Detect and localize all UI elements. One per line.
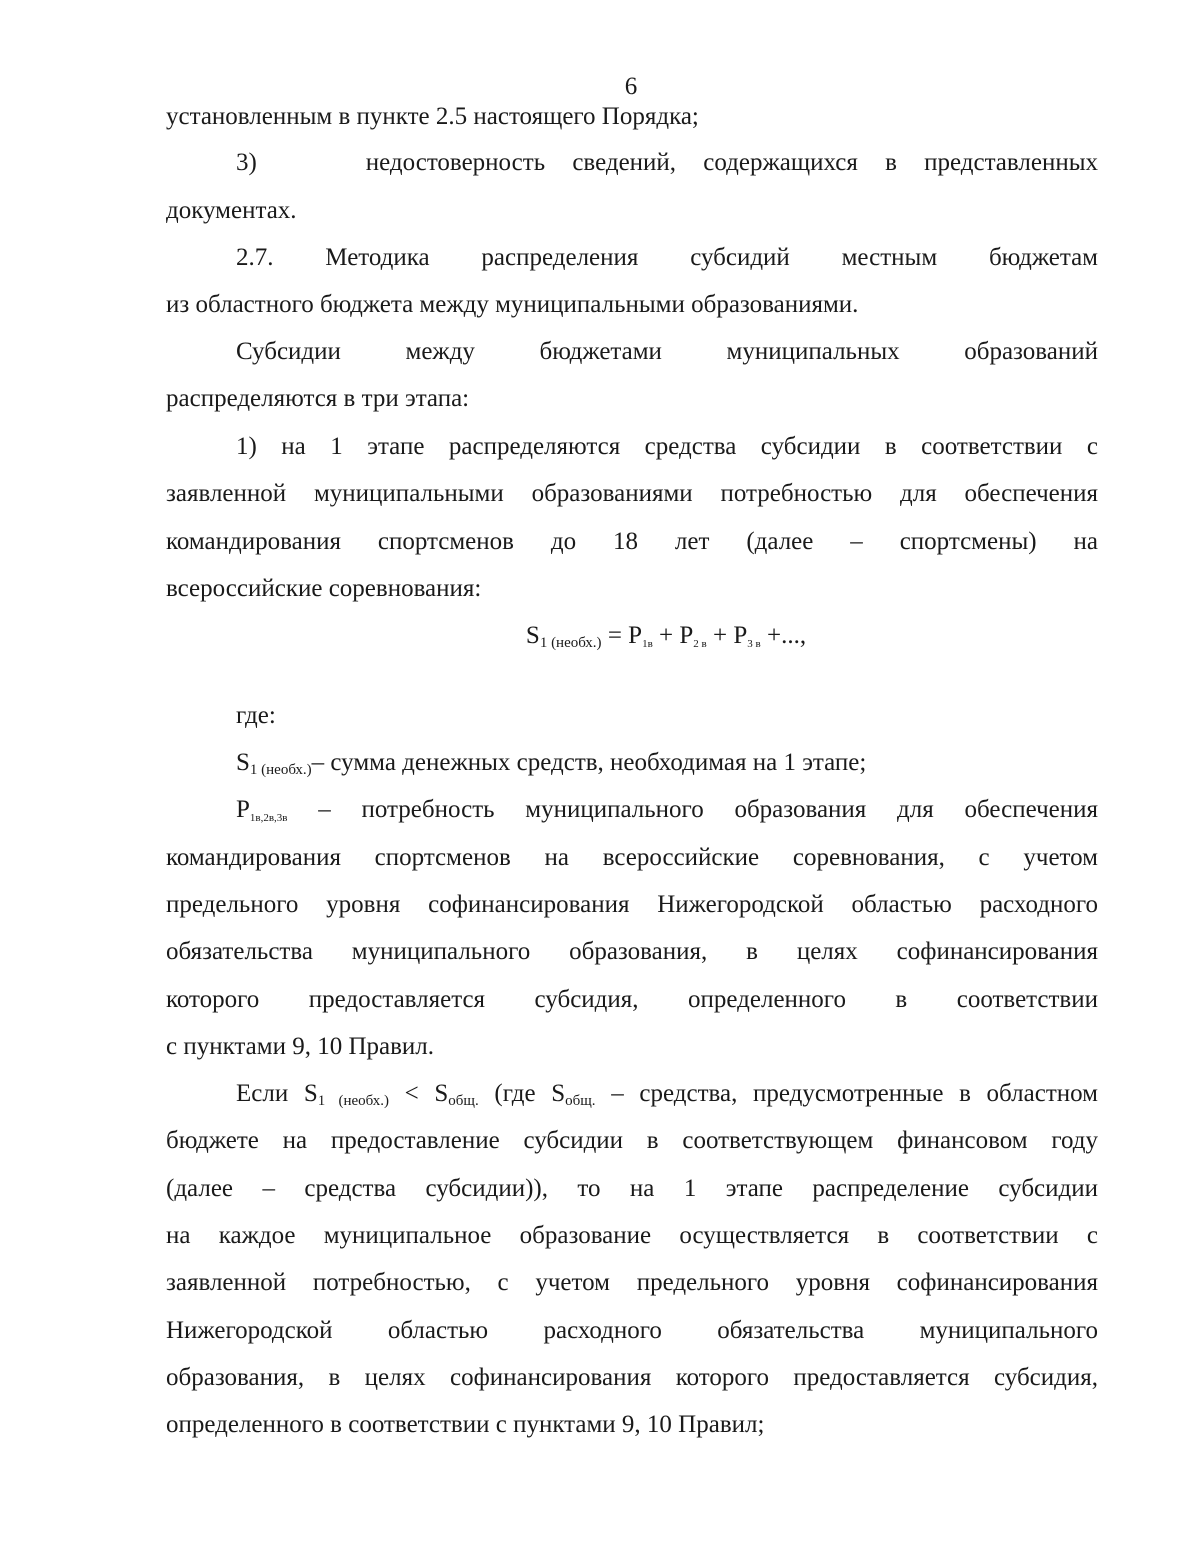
if-d: – средства, предусмотренные в областном	[595, 1080, 1098, 1107]
text-line: 2.7. Методика распределения субсидий местным бюджетам	[236, 244, 1098, 271]
text-line: (далее – средства субсидии)), то на 1 этапе распределение субсидии	[166, 1175, 1098, 1202]
definition-p	[236, 794, 1098, 826]
if-b-subscript: общ.	[448, 1093, 479, 1109]
text-line: 1) на 1 этапе распределяются средства субсидии в соответствии с	[236, 433, 1098, 460]
text-line: которого предоставляется субсидия, определенного в соответствии	[166, 986, 1098, 1013]
text-line: командирования спортсменов до 18 лет (далее – спортсмены) на	[166, 528, 1098, 555]
text-line: Нижегородской областью расходного обязательства муниципального	[166, 1317, 1098, 1344]
if-a: Если S	[236, 1080, 318, 1107]
text-line: заявленной муниципальными образованиями потребностью для обеспечения	[166, 480, 1098, 507]
if-c: (где S	[478, 1080, 566, 1107]
text-line: бюджете на предоставление субсидии в соответствующем финансовом году	[166, 1127, 1098, 1154]
def-p-text: – потребность муниципального образования для обеспечения	[287, 796, 1098, 823]
formula-plus: + P	[652, 622, 694, 649]
definition-s	[236, 747, 1098, 779]
if-a-subscript: 1 (необх.)	[317, 1093, 389, 1109]
text-line: всероссийские соревнования:	[166, 575, 482, 602]
page-number: 6	[624, 73, 638, 100]
def-p-symbol: P	[236, 796, 250, 823]
formula-plus: + P	[706, 622, 748, 649]
formula-p1-subscript: 1в	[642, 638, 653, 650]
def-s-subscript: 1 (необх.)	[249, 762, 312, 778]
text-line: документах.	[166, 197, 297, 224]
text-line: образования, в целях софинансирования которого предоставляется субсидия,	[166, 1364, 1098, 1391]
def-p-subscript: 1в,2в,3в	[249, 812, 288, 824]
text-line: определенного в соответствии с пунктами 9, 10 Правил;	[166, 1411, 765, 1438]
formula-p2-subscript: 2 в	[693, 638, 707, 650]
formula-tail: +...,	[760, 622, 807, 649]
text-line: с пунктами 9, 10 Правил.	[166, 1033, 435, 1060]
formula-p3-subscript: 3 в	[747, 638, 761, 650]
text-line: 3) недостоверность сведений, содержащихся в представленных	[236, 149, 1098, 176]
def-s-symbol: S	[236, 749, 250, 776]
if-b: < S	[388, 1080, 449, 1107]
def-s-text: – сумма денежных средств, необходимая на 1 этапе;	[311, 749, 867, 776]
if-c-subscript: общ.	[565, 1093, 596, 1109]
formula	[0, 620, 1200, 656]
where-label: где:	[236, 702, 276, 729]
text-line: командирования спортсменов на всероссийские соревнования, с учетом	[166, 844, 1098, 871]
text-line: обязательства муниципального образования, в целях софинансирования	[166, 938, 1098, 965]
if-line	[236, 1078, 1098, 1110]
text-line: установленным в пункте 2.5 настоящего Порядка;	[166, 103, 699, 130]
formula-s-subscript: 1 (необх.)	[539, 635, 602, 651]
text-line: из областного бюджета между муниципальными образованиями.	[166, 291, 859, 318]
text-line: распределяются в три этапа:	[166, 385, 470, 412]
text-line: предельного уровня софинансирования Нижегородской областью расходного	[166, 891, 1098, 918]
formula-eq: = P	[601, 622, 643, 649]
text-line: Субсидии между бюджетами муниципальных образований	[236, 338, 1098, 365]
text-line: на каждое муниципальное образование осуществляется в соответствии с	[166, 1222, 1098, 1249]
formula-s: S	[525, 622, 540, 649]
text-line: заявленной потребностью, с учетом предельного уровня софинансирования	[166, 1269, 1098, 1296]
